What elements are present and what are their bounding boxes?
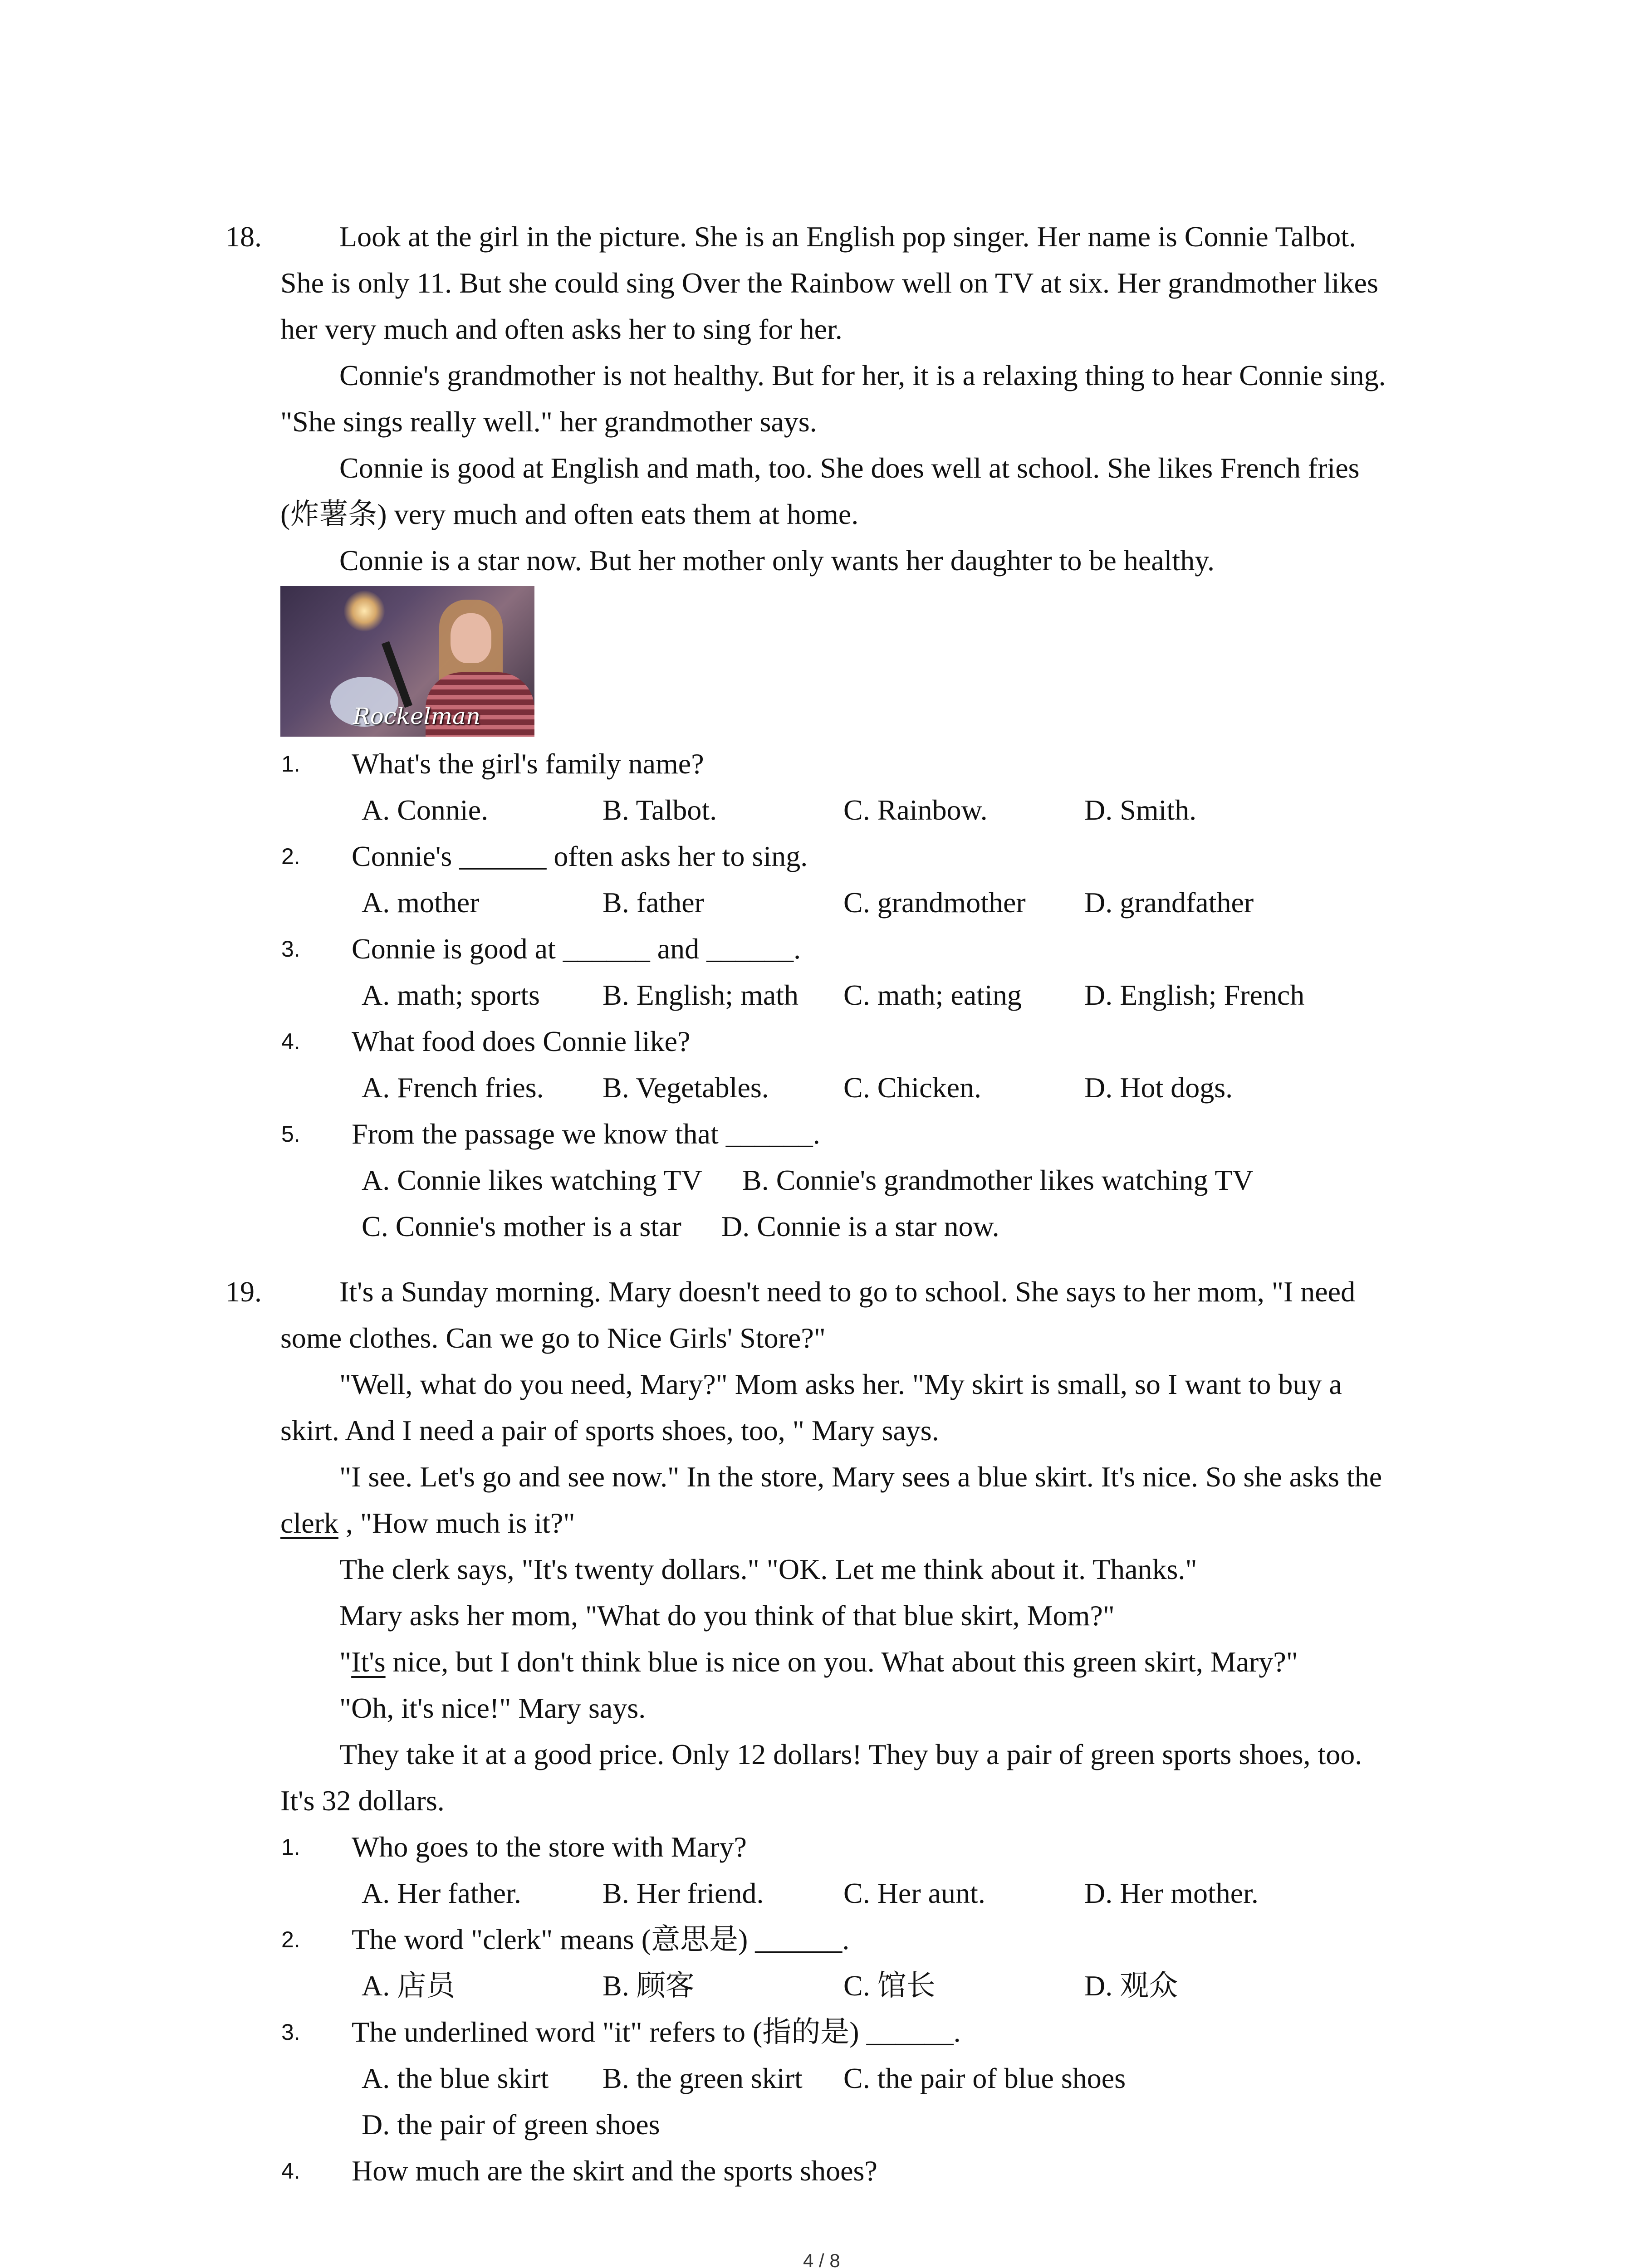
passage-line: Connie's grandmother is not healthy. But for her, it is a relaxing thing to hear Connie sing. <box>339 359 1386 391</box>
option-c: C. Her aunt. <box>843 1877 985 1909</box>
subquestion-text: The underlined word "it" refers to (指的是) ______. <box>352 2016 961 2048</box>
passage-line: "I see. Let's go and see now." In the store, Mary sees a blue skirt. It's nice. So she asks the <box>339 1461 1382 1493</box>
option-a: A. math; sports <box>362 979 540 1011</box>
singer-photo <box>280 586 534 737</box>
open-quote: " <box>339 1646 352 1678</box>
passage-line: It's a Sunday morning. Mary doesn't need to go to school. She says to her mom, "I need <box>339 1276 1356 1308</box>
option-b: B. the green skirt <box>603 2062 803 2094</box>
subquestion-number: 2. <box>281 844 300 869</box>
subquestion-text: The word "clerk" means (意思是) ______. <box>352 1923 850 1955</box>
passage-line: Mary asks her mom, "What do you think of that blue skirt, Mom?" <box>339 1599 1115 1632</box>
subquestion-text: Who goes to the store with Mary? <box>352 1831 747 1863</box>
option-a: A. French fries. <box>362 1071 544 1104</box>
option-b: B. English; math <box>603 979 798 1011</box>
subquestion-number: 1. <box>281 1834 300 1860</box>
passage-line-its <box>339 1643 1298 1681</box>
option-c: C. Connie's mother is a star <box>362 1210 681 1242</box>
option-c: C. Chicken. <box>843 1071 981 1104</box>
question-18-number: 18. <box>225 220 262 253</box>
option-b: B. Vegetables. <box>603 1071 769 1104</box>
passage-line: They take it at a good price. Only 12 dollars! They buy a pair of green sports shoes, too. <box>339 1738 1362 1770</box>
subquestion-text: What's the girl's family name? <box>352 748 704 780</box>
passage-line: It's 32 dollars. <box>280 1784 445 1817</box>
option-c: C. Rainbow. <box>843 794 988 826</box>
subquestion-number: 5. <box>281 1121 300 1147</box>
option-d: D. English; French <box>1084 979 1305 1011</box>
subquestion-number: 4. <box>281 1029 300 1054</box>
option-a: A. Connie. <box>362 794 489 826</box>
subquestion-number: 3. <box>281 936 300 962</box>
photo-caption: Rockelman <box>353 703 481 729</box>
subquestion-number: 3. <box>281 2019 300 2045</box>
subquestion-number: 1. <box>281 751 300 777</box>
option-d: D. grandfather <box>1084 886 1254 919</box>
option-a: A. Connie likes watching TV <box>362 1164 702 1196</box>
passage-line: skirt. And I need a pair of sports shoes, too, " Mary says. <box>280 1414 939 1447</box>
passage-line: Connie is good at English and math, too. She does well at school. She likes French fries <box>339 452 1360 484</box>
option-a: A. Her father. <box>362 1877 521 1909</box>
option-b: B. Connie's grandmother likes watching TV <box>742 1164 1254 1196</box>
underlined-word-its: It's <box>351 1646 386 1678</box>
passage-line: "Oh, it's nice!" Mary says. <box>339 1692 646 1724</box>
option-c: C. math; eating <box>843 979 1022 1011</box>
passage-line: She is only 11. But she could sing Over the Rainbow well on TV at six. Her grandmother likes <box>280 267 1378 299</box>
option-d: D. the pair of green shoes <box>362 2108 660 2141</box>
option-c: C. grandmother <box>843 886 1026 919</box>
option-b: B. 顾客 <box>603 1970 695 2002</box>
passage-line-rest: nice, but I don't think blue is nice on you. What about this green skirt, Mary?" <box>392 1646 1298 1678</box>
option-c: C. 馆长 <box>843 1970 936 2002</box>
option-c: C. the pair of blue shoes <box>843 2062 1126 2094</box>
passage-line-clerk <box>280 1504 575 1542</box>
passage-line: The clerk says, "It's twenty dollars." "OK. Let me think about it. Thanks." <box>339 1553 1197 1585</box>
option-d: D. 观众 <box>1084 1970 1178 2002</box>
passage-line: Look at the girl in the picture. She is an English pop singer. Her name is Connie Talbot. <box>339 220 1357 253</box>
passage-line: her very much and often asks her to sing for her. <box>280 313 843 345</box>
subquestion-number: 2. <box>281 1927 300 1952</box>
subquestion-text: Connie's ______ often asks her to sing. <box>352 840 808 872</box>
passage-line: (炸薯条) very much and often eats them at home. <box>280 498 859 530</box>
underlined-word-clerk: clerk <box>280 1507 338 1539</box>
page-number: 4 / 8 <box>803 2250 840 2268</box>
option-b: B. Her friend. <box>603 1877 764 1909</box>
subquestion-text: What food does Connie like? <box>352 1025 691 1057</box>
option-d: D. Connie is a star now. <box>721 1210 999 1242</box>
passage-line: some clothes. Can we go to Nice Girls' Store?" <box>280 1322 826 1354</box>
passage-line: Connie is a star now. But her mother only wants her daughter to be healthy. <box>339 544 1215 577</box>
option-d: D. Hot dogs. <box>1084 1071 1233 1104</box>
passage-line: "She sings really well." her grandmother says. <box>280 406 817 438</box>
subquestion-text: From the passage we know that ______. <box>352 1118 820 1150</box>
option-d: D. Smith. <box>1084 794 1197 826</box>
passage-line-rest: , "How much is it?" <box>345 1507 575 1539</box>
subquestion-number: 4. <box>281 2158 300 2184</box>
option-b: B. father <box>603 886 704 919</box>
question-19-number: 19. <box>225 1276 262 1308</box>
option-b: B. Talbot. <box>603 794 717 826</box>
subquestion-text: Connie is good at ______ and ______. <box>352 933 801 965</box>
option-a: A. the blue skirt <box>362 2062 549 2094</box>
option-a: A. 店员 <box>362 1970 456 2002</box>
passage-line: "Well, what do you need, Mary?" Mom asks her. "My skirt is small, so I want to buy a <box>339 1368 1342 1400</box>
option-d: D. Her mother. <box>1084 1877 1259 1909</box>
subquestion-text: How much are the skirt and the sports shoes? <box>352 2155 877 2187</box>
option-a: A. mother <box>362 886 480 919</box>
